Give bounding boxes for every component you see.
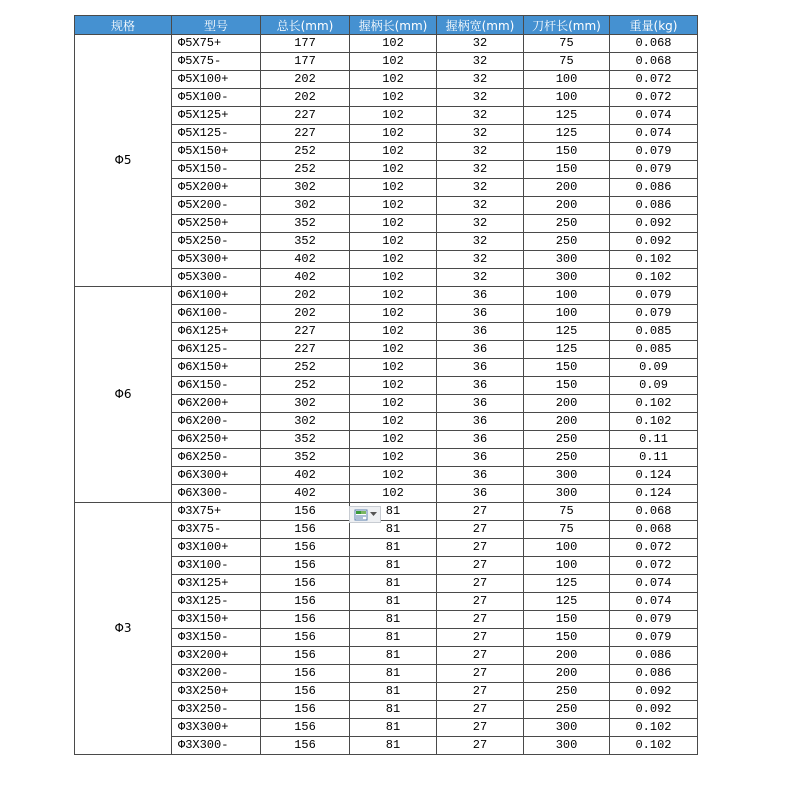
handle-length-cell[interactable]: 102 xyxy=(350,71,437,89)
weight-cell[interactable]: 0.079 xyxy=(610,629,698,647)
paste-options-button[interactable] xyxy=(349,506,381,523)
handle-width-cell[interactable]: 32 xyxy=(437,197,524,215)
total-length-cell[interactable]: 352 xyxy=(261,431,350,449)
weight-cell[interactable]: 0.092 xyxy=(610,701,698,719)
weight-cell[interactable]: 0.079 xyxy=(610,305,698,323)
handle-length-cell[interactable]: 102 xyxy=(350,233,437,251)
model-cell[interactable]: Φ5X250- xyxy=(172,233,261,251)
shaft-length-cell[interactable]: 300 xyxy=(524,719,610,737)
handle-length-cell[interactable]: 102 xyxy=(350,143,437,161)
header-weight[interactable]: 重量(kg) xyxy=(610,16,698,35)
handle-length-cell[interactable]: 102 xyxy=(350,377,437,395)
shaft-length-cell[interactable]: 250 xyxy=(524,683,610,701)
model-cell[interactable]: Φ3X75- xyxy=(172,521,261,539)
model-cell[interactable]: Φ6X250+ xyxy=(172,431,261,449)
total-length-cell[interactable]: 156 xyxy=(261,701,350,719)
handle-width-cell[interactable]: 32 xyxy=(437,269,524,287)
shaft-length-cell[interactable]: 150 xyxy=(524,359,610,377)
weight-cell[interactable]: 0.079 xyxy=(610,287,698,305)
total-length-cell[interactable]: 156 xyxy=(261,611,350,629)
model-cell[interactable]: Φ5X100+ xyxy=(172,71,261,89)
model-cell[interactable]: Φ6X300+ xyxy=(172,467,261,485)
shaft-length-cell[interactable]: 125 xyxy=(524,341,610,359)
handle-width-cell[interactable]: 27 xyxy=(437,503,524,521)
weight-cell[interactable]: 0.11 xyxy=(610,449,698,467)
total-length-cell[interactable]: 156 xyxy=(261,665,350,683)
shaft-length-cell[interactable]: 300 xyxy=(524,737,610,755)
handle-length-cell[interactable]: 102 xyxy=(350,35,437,53)
weight-cell[interactable]: 0.11 xyxy=(610,431,698,449)
handle-width-cell[interactable]: 36 xyxy=(437,341,524,359)
handle-length-cell[interactable]: 81 xyxy=(350,683,437,701)
shaft-length-cell[interactable]: 100 xyxy=(524,305,610,323)
total-length-cell[interactable]: 156 xyxy=(261,539,350,557)
weight-cell[interactable]: 0.068 xyxy=(610,503,698,521)
handle-width-cell[interactable]: 27 xyxy=(437,701,524,719)
model-cell[interactable]: Φ5X200+ xyxy=(172,179,261,197)
spec-table xyxy=(74,15,698,755)
total-length-cell[interactable]: 156 xyxy=(261,503,350,521)
shaft-length-cell[interactable]: 100 xyxy=(524,557,610,575)
shaft-length-cell[interactable]: 150 xyxy=(524,161,610,179)
weight-cell[interactable]: 0.124 xyxy=(610,485,698,503)
handle-length-cell[interactable]: 81 xyxy=(350,737,437,755)
handle-width-cell[interactable]: 27 xyxy=(437,665,524,683)
handle-length-cell[interactable]: 102 xyxy=(350,413,437,431)
shaft-length-cell[interactable]: 125 xyxy=(524,107,610,125)
shaft-length-cell[interactable]: 125 xyxy=(524,323,610,341)
model-cell[interactable]: Φ5X75+ xyxy=(172,35,261,53)
handle-width-cell[interactable]: 27 xyxy=(437,647,524,665)
handle-length-cell[interactable]: 102 xyxy=(350,305,437,323)
handle-width-cell[interactable]: 27 xyxy=(437,737,524,755)
total-length-cell[interactable]: 252 xyxy=(261,359,350,377)
total-length-cell[interactable]: 202 xyxy=(261,89,350,107)
shaft-length-cell[interactable]: 100 xyxy=(524,89,610,107)
handle-width-cell[interactable]: 36 xyxy=(437,449,524,467)
handle-length-cell[interactable]: 102 xyxy=(350,287,437,305)
weight-cell[interactable]: 0.079 xyxy=(610,611,698,629)
total-length-cell[interactable]: 202 xyxy=(261,287,350,305)
shaft-length-cell[interactable]: 300 xyxy=(524,485,610,503)
handle-length-cell[interactable]: 81 xyxy=(350,629,437,647)
model-cell[interactable]: Φ5X200- xyxy=(172,197,261,215)
weight-cell[interactable]: 0.074 xyxy=(610,125,698,143)
model-cell[interactable]: Φ6X200- xyxy=(172,413,261,431)
model-cell[interactable]: Φ3X75+ xyxy=(172,503,261,521)
model-cell[interactable]: Φ3X200+ xyxy=(172,647,261,665)
header-handle-width[interactable]: 握柄宽(mm) xyxy=(437,16,524,35)
handle-width-cell[interactable]: 36 xyxy=(437,413,524,431)
model-cell[interactable]: Φ5X150- xyxy=(172,161,261,179)
total-length-cell[interactable]: 252 xyxy=(261,377,350,395)
weight-cell[interactable]: 0.102 xyxy=(610,395,698,413)
handle-width-cell[interactable]: 36 xyxy=(437,377,524,395)
model-cell[interactable]: Φ3X200- xyxy=(172,665,261,683)
total-length-cell[interactable]: 302 xyxy=(261,179,350,197)
total-length-cell[interactable]: 402 xyxy=(261,485,350,503)
table-row xyxy=(75,287,698,305)
handle-width-cell[interactable]: 27 xyxy=(437,575,524,593)
paste-options-icon xyxy=(354,509,368,521)
shaft-length-cell[interactable]: 150 xyxy=(524,143,610,161)
shaft-length-cell[interactable]: 75 xyxy=(524,521,610,539)
weight-cell[interactable]: 0.072 xyxy=(610,71,698,89)
handle-length-cell[interactable]: 81 xyxy=(350,701,437,719)
shaft-length-cell[interactable]: 125 xyxy=(524,593,610,611)
total-length-cell[interactable]: 252 xyxy=(261,161,350,179)
handle-length-cell[interactable]: 102 xyxy=(350,395,437,413)
weight-cell[interactable]: 0.102 xyxy=(610,719,698,737)
model-cell[interactable]: Φ3X125- xyxy=(172,593,261,611)
handle-length-cell[interactable]: 102 xyxy=(350,107,437,125)
weight-cell[interactable]: 0.072 xyxy=(610,539,698,557)
total-length-cell[interactable]: 177 xyxy=(261,35,350,53)
model-cell[interactable]: Φ3X100- xyxy=(172,557,261,575)
handle-length-cell[interactable]: 102 xyxy=(350,341,437,359)
handle-width-cell[interactable]: 32 xyxy=(437,251,524,269)
shaft-length-cell[interactable]: 300 xyxy=(524,269,610,287)
total-length-cell[interactable]: 156 xyxy=(261,737,350,755)
handle-length-cell[interactable]: 102 xyxy=(350,161,437,179)
total-length-cell[interactable]: 156 xyxy=(261,647,350,665)
weight-cell[interactable]: 0.102 xyxy=(610,413,698,431)
shaft-length-cell[interactable]: 200 xyxy=(524,395,610,413)
shaft-length-cell[interactable]: 125 xyxy=(524,575,610,593)
total-length-cell[interactable]: 302 xyxy=(261,395,350,413)
weight-cell[interactable]: 0.086 xyxy=(610,179,698,197)
model-cell[interactable]: Φ6X100+ xyxy=(172,287,261,305)
header-spec[interactable]: 规格 xyxy=(75,16,172,35)
handle-length-cell[interactable]: 102 xyxy=(350,269,437,287)
handle-length-cell[interactable]: 81 xyxy=(350,665,437,683)
shaft-length-cell[interactable]: 250 xyxy=(524,233,610,251)
model-cell[interactable]: Φ6X300- xyxy=(172,485,261,503)
total-length-cell[interactable]: 402 xyxy=(261,251,350,269)
model-cell[interactable]: Φ5X150+ xyxy=(172,143,261,161)
handle-length-cell[interactable]: 102 xyxy=(350,467,437,485)
shaft-length-cell[interactable]: 250 xyxy=(524,431,610,449)
handle-width-cell[interactable]: 32 xyxy=(437,215,524,233)
model-cell[interactable]: Φ5X125+ xyxy=(172,107,261,125)
handle-width-cell[interactable]: 36 xyxy=(437,467,524,485)
handle-length-cell[interactable]: 81 xyxy=(350,611,437,629)
weight-cell[interactable]: 0.079 xyxy=(610,161,698,179)
weight-cell[interactable]: 0.068 xyxy=(610,53,698,71)
model-cell[interactable]: Φ6X125- xyxy=(172,341,261,359)
handle-length-cell[interactable]: 102 xyxy=(350,485,437,503)
handle-width-cell[interactable]: 32 xyxy=(437,161,524,179)
shaft-length-cell[interactable]: 75 xyxy=(524,53,610,71)
weight-cell[interactable]: 0.068 xyxy=(610,521,698,539)
handle-width-cell[interactable]: 27 xyxy=(437,683,524,701)
model-cell[interactable]: Φ3X125+ xyxy=(172,575,261,593)
handle-length-cell[interactable]: 81 xyxy=(350,521,437,539)
handle-width-cell[interactable]: 32 xyxy=(437,125,524,143)
model-cell[interactable]: Φ3X100+ xyxy=(172,539,261,557)
handle-width-cell[interactable]: 27 xyxy=(437,719,524,737)
handle-length-cell[interactable]: 102 xyxy=(350,215,437,233)
handle-length-cell[interactable]: 81 xyxy=(350,539,437,557)
handle-length-cell[interactable]: 81 xyxy=(350,593,437,611)
handle-width-cell[interactable]: 27 xyxy=(437,629,524,647)
shaft-length-cell[interactable]: 150 xyxy=(524,611,610,629)
handle-length-cell[interactable]: 81 xyxy=(350,647,437,665)
table-body xyxy=(75,35,698,755)
handle-length-cell[interactable]: 102 xyxy=(350,431,437,449)
total-length-cell[interactable]: 402 xyxy=(261,467,350,485)
handle-length-cell[interactable]: 81 xyxy=(350,557,437,575)
handle-width-cell[interactable]: 36 xyxy=(437,431,524,449)
handle-width-cell[interactable]: 32 xyxy=(437,53,524,71)
weight-cell[interactable]: 0.072 xyxy=(610,89,698,107)
table-row xyxy=(75,503,698,521)
total-length-cell[interactable]: 352 xyxy=(261,449,350,467)
handle-width-cell[interactable]: 27 xyxy=(437,521,524,539)
total-length-cell[interactable]: 302 xyxy=(261,413,350,431)
weight-cell[interactable]: 0.092 xyxy=(610,233,698,251)
model-cell[interactable]: Φ6X150- xyxy=(172,377,261,395)
shaft-length-cell[interactable]: 125 xyxy=(524,125,610,143)
handle-width-cell[interactable]: 32 xyxy=(437,179,524,197)
spec-cell[interactable]: Φ6 xyxy=(75,287,172,503)
handle-width-cell[interactable]: 27 xyxy=(437,611,524,629)
total-length-cell[interactable]: 156 xyxy=(261,629,350,647)
model-cell[interactable]: Φ6X150+ xyxy=(172,359,261,377)
header-shaft-length[interactable]: 刀杆长(mm) xyxy=(524,16,610,35)
header-handle-length[interactable]: 握柄长(mm) xyxy=(350,16,437,35)
total-length-cell[interactable]: 156 xyxy=(261,683,350,701)
model-cell[interactable]: Φ3X300- xyxy=(172,737,261,755)
handle-length-cell[interactable]: 102 xyxy=(350,323,437,341)
handle-width-cell[interactable]: 32 xyxy=(437,71,524,89)
handle-width-cell[interactable]: 36 xyxy=(437,395,524,413)
handle-width-cell[interactable]: 32 xyxy=(437,143,524,161)
total-length-cell[interactable]: 177 xyxy=(261,53,350,71)
weight-cell[interactable]: 0.124 xyxy=(610,467,698,485)
weight-cell[interactable]: 0.068 xyxy=(610,35,698,53)
header-model[interactable]: 型号 xyxy=(172,16,261,35)
handle-length-cell[interactable]: 102 xyxy=(350,125,437,143)
model-cell[interactable]: Φ5X250+ xyxy=(172,215,261,233)
total-length-cell[interactable]: 302 xyxy=(261,197,350,215)
total-length-cell[interactable]: 227 xyxy=(261,341,350,359)
shaft-length-cell[interactable]: 300 xyxy=(524,251,610,269)
handle-width-cell[interactable]: 27 xyxy=(437,557,524,575)
header-row xyxy=(75,16,698,35)
total-length-cell[interactable]: 156 xyxy=(261,521,350,539)
weight-cell[interactable]: 0.086 xyxy=(610,197,698,215)
handle-width-cell[interactable]: 27 xyxy=(437,593,524,611)
total-length-cell[interactable]: 227 xyxy=(261,107,350,125)
handle-width-cell[interactable]: 36 xyxy=(437,323,524,341)
handle-width-cell[interactable]: 36 xyxy=(437,305,524,323)
weight-cell[interactable]: 0.074 xyxy=(610,575,698,593)
handle-length-cell[interactable]: 81 xyxy=(350,575,437,593)
weight-cell[interactable]: 0.086 xyxy=(610,665,698,683)
model-cell[interactable]: Φ6X250- xyxy=(172,449,261,467)
weight-cell[interactable]: 0.09 xyxy=(610,377,698,395)
shaft-length-cell[interactable]: 300 xyxy=(524,467,610,485)
model-cell[interactable]: Φ5X100- xyxy=(172,89,261,107)
model-cell[interactable]: Φ3X250- xyxy=(172,701,261,719)
handle-length-cell[interactable]: 102 xyxy=(350,197,437,215)
model-cell[interactable]: Φ6X125+ xyxy=(172,323,261,341)
handle-length-cell[interactable]: 102 xyxy=(350,359,437,377)
shaft-length-cell[interactable]: 150 xyxy=(524,377,610,395)
total-length-cell[interactable]: 156 xyxy=(261,719,350,737)
model-cell[interactable]: Φ6X100- xyxy=(172,305,261,323)
weight-cell[interactable]: 0.085 xyxy=(610,323,698,341)
handle-length-cell[interactable]: 102 xyxy=(350,89,437,107)
handle-length-cell[interactable]: 102 xyxy=(350,53,437,71)
weight-cell[interactable]: 0.086 xyxy=(610,647,698,665)
model-cell[interactable]: Φ5X75- xyxy=(172,53,261,71)
handle-width-cell[interactable]: 36 xyxy=(437,359,524,377)
shaft-length-cell[interactable]: 200 xyxy=(524,647,610,665)
shaft-length-cell[interactable]: 150 xyxy=(524,629,610,647)
total-length-cell[interactable]: 202 xyxy=(261,305,350,323)
handle-length-cell[interactable]: 102 xyxy=(350,251,437,269)
weight-cell[interactable]: 0.074 xyxy=(610,593,698,611)
shaft-length-cell[interactable]: 100 xyxy=(524,71,610,89)
handle-width-cell[interactable]: 27 xyxy=(437,539,524,557)
spec-cell[interactable]: Φ5 xyxy=(75,35,172,287)
handle-width-cell[interactable]: 36 xyxy=(437,485,524,503)
chevron-down-icon xyxy=(370,512,377,517)
shaft-length-cell[interactable]: 75 xyxy=(524,35,610,53)
total-length-cell[interactable]: 402 xyxy=(261,269,350,287)
weight-cell[interactable]: 0.102 xyxy=(610,251,698,269)
handle-length-cell[interactable]: 81 xyxy=(350,719,437,737)
total-length-cell[interactable]: 227 xyxy=(261,125,350,143)
shaft-length-cell[interactable]: 100 xyxy=(524,287,610,305)
weight-cell[interactable]: 0.102 xyxy=(610,269,698,287)
handle-length-cell[interactable]: 81 xyxy=(350,503,437,521)
model-cell[interactable]: Φ3X150- xyxy=(172,629,261,647)
weight-cell[interactable]: 0.092 xyxy=(610,215,698,233)
total-length-cell[interactable]: 352 xyxy=(261,233,350,251)
weight-cell[interactable]: 0.102 xyxy=(610,737,698,755)
model-cell[interactable]: Φ5X300+ xyxy=(172,251,261,269)
weight-cell[interactable]: 0.072 xyxy=(610,557,698,575)
handle-width-cell[interactable]: 32 xyxy=(437,89,524,107)
handle-width-cell[interactable]: 36 xyxy=(437,287,524,305)
total-length-cell[interactable]: 252 xyxy=(261,143,350,161)
handle-width-cell[interactable]: 32 xyxy=(437,35,524,53)
shaft-length-cell[interactable]: 200 xyxy=(524,665,610,683)
model-cell[interactable]: Φ5X300- xyxy=(172,269,261,287)
total-length-cell[interactable]: 156 xyxy=(261,575,350,593)
handle-length-cell[interactable]: 102 xyxy=(350,449,437,467)
shaft-length-cell[interactable]: 250 xyxy=(524,701,610,719)
weight-cell[interactable]: 0.092 xyxy=(610,683,698,701)
total-length-cell[interactable]: 202 xyxy=(261,71,350,89)
model-cell[interactable]: Φ3X150+ xyxy=(172,611,261,629)
weight-cell[interactable]: 0.09 xyxy=(610,359,698,377)
model-cell[interactable]: Φ3X250+ xyxy=(172,683,261,701)
shaft-length-cell[interactable]: 200 xyxy=(524,413,610,431)
weight-cell[interactable]: 0.085 xyxy=(610,341,698,359)
total-length-cell[interactable]: 156 xyxy=(261,593,350,611)
model-cell[interactable]: Φ5X125- xyxy=(172,125,261,143)
table-row xyxy=(75,35,698,53)
spec-cell[interactable]: Φ3 xyxy=(75,503,172,755)
shaft-length-cell[interactable]: 200 xyxy=(524,197,610,215)
shaft-length-cell[interactable]: 250 xyxy=(524,215,610,233)
handle-width-cell[interactable]: 32 xyxy=(437,233,524,251)
shaft-length-cell[interactable]: 250 xyxy=(524,449,610,467)
model-cell[interactable]: Φ3X300+ xyxy=(172,719,261,737)
handle-width-cell[interactable]: 32 xyxy=(437,107,524,125)
total-length-cell[interactable]: 352 xyxy=(261,215,350,233)
handle-length-cell[interactable]: 102 xyxy=(350,179,437,197)
total-length-cell[interactable]: 156 xyxy=(261,557,350,575)
total-length-cell[interactable]: 227 xyxy=(261,323,350,341)
shaft-length-cell[interactable]: 75 xyxy=(524,503,610,521)
weight-cell[interactable]: 0.074 xyxy=(610,107,698,125)
shaft-length-cell[interactable]: 200 xyxy=(524,179,610,197)
model-cell[interactable]: Φ6X200+ xyxy=(172,395,261,413)
weight-cell[interactable]: 0.079 xyxy=(610,143,698,161)
header-total-length[interactable]: 总长(mm) xyxy=(261,16,350,35)
shaft-length-cell[interactable]: 100 xyxy=(524,539,610,557)
